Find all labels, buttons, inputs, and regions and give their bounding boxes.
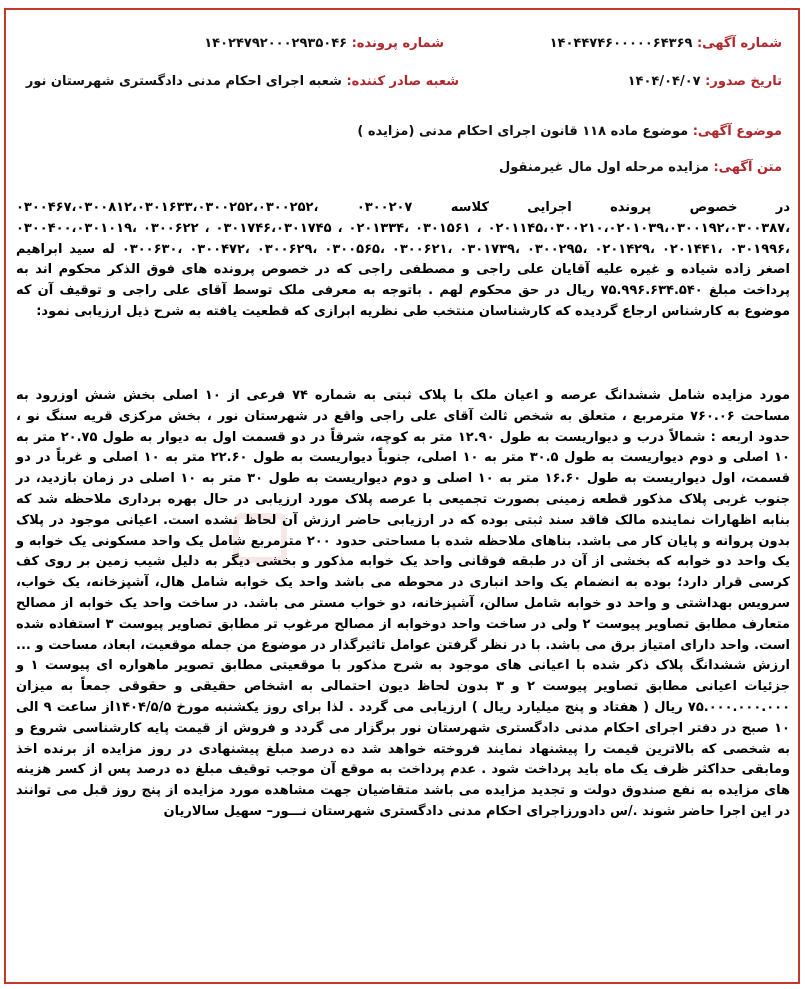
issuer-row <box>26 74 459 89</box>
subject-row <box>357 124 782 139</box>
case-number-label: شماره پرونده: <box>351 36 444 51</box>
issuer-value: شعبه اجرای احکام مدنی دادگستری شهرستان نور <box>25 74 342 89</box>
notice-text-label: متن آگهی: <box>713 160 782 175</box>
notice-number-value: ۱۴۰۴۴۷۴۶۰۰۰۰۰۶۴۳۶۹ <box>549 36 693 51</box>
notice-paragraph-2: مورد مزایده شامل ششدانگ عرصه و اعیان ملک با پلاک ثبتی به شماره ۷۴ فرعی از ۱۰ اصلی بخش شش اوزرود به مساحت ۷۶۰.۰۶ مترمربع ، متعلق به شخص ثالث آقای علی راجی واقع در شهرستان نور ، بخش مرکزی قریه سنگ نو ، حدود اربعه : شمالاً درب و دیواریست به طول ۱۲.۹۰ متر به کوچه، شرقاً در دو قسمت اول به دیوار به طول ۲۰.۷۵ متر به ۱۰ اصلی و دوم دیواریست به طول ۳۰.۵ متر به ۱۰ اصلی، جنوباً دیواریست به طول ۲۲.۶۰ متر به ۱۰ اصلی و غرباً در دو قسمت، اول دیواریست به طول ۱۶.۶۰ متر به ۱۰ اصلی و دوم دیواریست به طول ۳۰ متر به ۱۰ اصلی در زمان بازدید، در جنوب غربی پلاک مذکور قطعه زمینی بصورت تجمیعی با عرصه پلاک مورد ارزیابی در حال بهره برداری ملاحظه شد که بنابه اظهارات نماینده مالک فاقد سند ثبتی بوده که در ارزیابی حاضر ارزش آن لحاظ نشده است. اعیانی موجود در پلاک بدون پروانه و پایان کار می باشد. بناهای ملاحظه شده با مساحتی حدود ۲۰۰ مترمربع شامل یک واحد مسکونی یک خوابه و یک واحد دو خوابه که بخشی از آن در طبقه فوقانی واحد یک خوابه مذکور و بخشی دیگر به دلیل شیب زمین بر روی کف کرسی قرار دارد؛ بوده به انضمام یک واحد انباری در محوطه می باشد واحد یک خوابه شامل هال، آشپزخانه، یک خواب، سرویس بهداشتی و واحد دو خوابه شامل سالن، آشپزخانه، دو خواب مستر می باشد. در ساخت واحد یک خوابه از مصالح متعارف مطابق تصاویر پیوست ۲ ولی در ساخت واحد دوخوابه از مصالح مرغوب تر مطابق تصاویر پیوست ۳ استفاده شده است. واحد دارای امتیاز برق می باشد. با در نظر گرفتن عوامل تاثیرگذار در موضوع من جمله موقعیت، ابعاد، مساحت و ... ارزش ششدانگ پلاک ذکر شده با اعیانی های موجود به شرح مذکور با موقعیتی مطابق تصویر ماهواره ای پیوست ۱ و جزئیات اعیانی مطابق تصاویر پیوست ۲ و ۳ بدون لحاظ دیون احتمالی به اشخاص حقیقی و حقوقی جمعاً به میزان ۷۵.۰۰۰.۰۰۰.۰۰۰ ریال ( هفتاد و پنج میلیارد ریال ) ارزیابی می گردد . لذا برای روز یکشنبه مورخ ۱۴۰۴/۵/۵از ساعت ۹ الی ۱۰ صبح در دفتر اجرای احکام مدنی دادگستری شهرستان نور برگزار می گردد و فروش از قیمت پایه کارشناسی شروع و به شخصی که بالاترین قیمت را پیشنهاد نمایند فروخته خواهد شد ده درصد مبلغ پیشنهادی در روز مزایده از برنده اخذ ومابقی حداکثر ظرف یک ماه باید پرداخت شود . عدم پرداخت به موقع آن موجب توقیف مبلغ ده درصد پس از کسر هزینه های مزایده به نفع صندوق دولت و تجدید مزایده می باشد متقاضیان جهت مشاهده مورد مزایده از پنج روز قبل می توانند در این اجرا حاضر شوند ./س دادورزاجرای احکام مدنی دادگستری شهرستان نـــور– سهیل سالاریان <box>16 388 791 819</box>
issue-date-label: تاریخ صدور: <box>705 74 782 89</box>
issuer-label: شعبه صادر کننده: <box>346 74 459 89</box>
notice-paragraph-1: در خصوص پرونده اجرایی کلاسه ۰۳۰۰۲۰۷ ،۰۳۰۰۴۶۷،۰۳۰۰۸۱۲،۰۳۰۱۶۳۳،۰۳۰۰۲۵۲،۰۳۰۰۲۵۲ ،۰۲۰۱۱۴۵،۰۳۰۰۲۱۰،۰۲۰۱۰۳۹،۰۳۰۰۱۹۲،۰۳۰۰۳۸۷ ، ۰۳۰۱۵۶۱ ،۰۲۰۱۳۳۴ ، ۰۳۰۱۷۴۶،۰۳۰۱۷۴۵ ، ۰۳۰۰۶۲۲ ،۰۳۰۰۴۰۰،۰۳۰۱۰۱۹ ،۰۳۰۱۹۹۶ ،۰۲۰۱۴۴۱ ،۰۲۰۱۴۲۹ ،۰۳۰۰۲۹۵ ،۰۳۰۱۷۳۹ ،۰۳۰۰۶۲۱ ،۰۳۰۰۵۶۵ ،۰۳۰۰۶۲۹ ،۰۳۰۰۴۷۲ ،۰۳۰۰۶۳۰ له سید ابراهیم اصغر زاده شیاده و غیره علیه آقایان علی راجی و مصطفی راجی که در خصوص پرونده های فوق الذکر محکوم اند به پرداخت مبلغ ۷۵.۹۹۶.۶۳۴.۵۴۰ ریال در حق محکوم لهم . باتوجه به معرفی ملک توسط آقای علی راجی و توقیف آن که موضوع به کارشناس ارجاع گردیده که کارشناسان منتخب طی نظریه ابرازی که قطعیت یافته به شرح ذیل ارزیابی نمود: <box>16 200 791 319</box>
notice-number-label: شماره آگهی: <box>696 36 782 51</box>
subject-label: موضوع آگهی: <box>692 124 782 139</box>
case-number-row <box>204 36 444 51</box>
subject-value: موضوع ماده ۱۱۸ قانون اجرای احکام مدنی (مزایده ) <box>357 124 689 139</box>
notice-text-row <box>499 160 782 175</box>
issue-date-row <box>628 74 782 89</box>
issue-date-value: ۱۴۰۴/۰۴/۰۷ <box>627 74 701 89</box>
notice-text-title: مزایده مرحله اول مال غیرمنقول <box>499 160 709 175</box>
notice-number-row <box>550 36 782 51</box>
case-number-value: ۱۴۰۲۴۷۹۲۰۰۰۲۹۳۵۰۴۶ <box>204 36 348 51</box>
